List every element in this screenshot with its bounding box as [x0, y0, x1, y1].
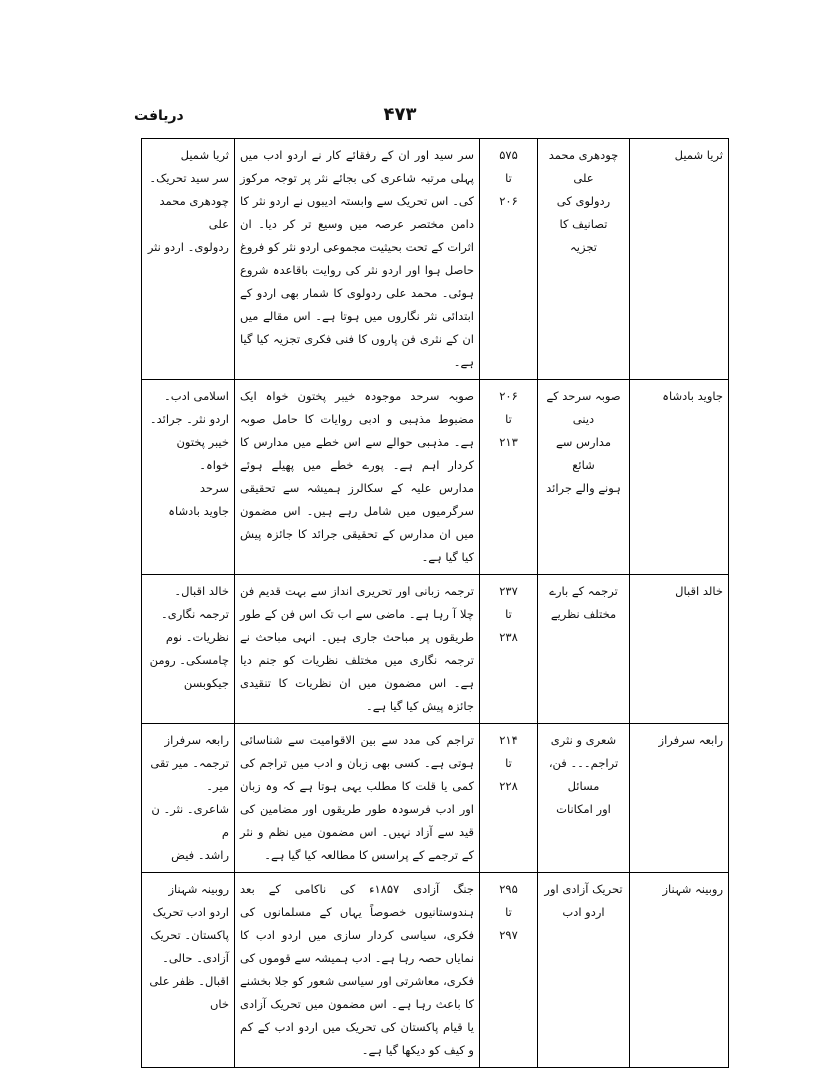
keywords-cell — [142, 380, 235, 575]
keywords-cell — [142, 139, 235, 380]
title-cell — [538, 873, 630, 1068]
keyword-line: اردو نثر۔ جرائد۔ — [149, 412, 229, 426]
page-range-line: ۲۱۴ — [499, 733, 518, 747]
title-cell — [538, 380, 630, 575]
summary-cell: صوبہ سرحد موجودہ خیبر پختون خواہ ایک مضبوط مذہبی و ادبی روایات کا حامل صوبہ ہے۔ مذہبی حوالے سے اس خطے میں مدارس کا کردار اہم ہے۔ پورے خطے میں پھیلے ہوئے مدارس علیہ کے سکالرز ہمیشہ سے تحقیقی سرگرمیوں میں شامل رہے ہیں۔ اس مضمون میں ان مدارس کے تحقیقی جرائد کا جائزہ پیش کیا گیا ہے۔ — [235, 380, 480, 575]
title-line: ترجمہ کے بارے — [549, 584, 618, 598]
title-cell — [538, 724, 630, 873]
title-line: صوبہ سرحد کے دینی — [546, 389, 621, 426]
keyword-line: نظریات۔ نوم — [165, 630, 229, 644]
summary-cell: جنگ آزادی ۱۸۵۷ء کی ناکامی کے بعد ہندوستانیوں خصوصاً یہاں کے مسلمانوں کی فکری، سیاسی کردار سازی میں اردو ادب کا نمایاں حصہ رہا ہے۔ ادب ہمیشہ سے قوموں کی فکری، معاشرتی اور سیاسی شعور کو جلا بخشنے کا باعث رہا ہے۔ اس مضمون میں تحریک آزادی یا قیام پاکستان کی تحریک میں اردو ادب کے کم و کیف کو دیکھا گیا ہے۔ — [235, 873, 480, 1068]
author-cell: روبینہ شہناز — [630, 873, 729, 1068]
title-cell — [538, 575, 630, 724]
keywords-cell — [142, 724, 235, 873]
keyword-line: خالد اقبال۔ — [174, 584, 229, 598]
title-line: شعری و نثری — [550, 733, 617, 747]
page-range-line: ۲۰۶ — [499, 389, 518, 403]
keywords-cell — [142, 873, 235, 1068]
title-line: ردولوی کی تصانیف کا — [556, 194, 611, 231]
keyword-line: اقبال۔ ظفر علی خاں — [149, 974, 229, 1011]
keyword-line: ترجمہ نگاری۔ — [160, 607, 229, 621]
page-range-line: ۲۹۵ — [499, 882, 518, 896]
keyword-line: رابعہ سرفراز — [164, 733, 229, 747]
table-row — [142, 724, 729, 873]
keyword-line: خیبر پختون خواہ۔ — [176, 435, 229, 472]
keyword-line: ثریا شمیل — [180, 148, 229, 162]
keyword-line: آزادی۔ حالی۔ — [162, 951, 229, 965]
title-line: مدارس سے شائع — [555, 435, 611, 472]
keywords-cell — [142, 575, 235, 724]
page-range-line: تا — [505, 756, 512, 770]
keyword-line: جیکوبسن — [183, 676, 229, 690]
title-line: مختلف نظریے — [550, 607, 617, 621]
page-range-line: تا — [505, 171, 512, 185]
keyword-line: ردولوی۔ اردو نثر — [147, 240, 229, 254]
table-row — [142, 380, 729, 575]
table-row — [142, 873, 729, 1068]
index-table — [141, 138, 729, 1068]
keyword-line: سرحد — [199, 481, 229, 495]
summary-cell: سر سید اور ان کے رفقائے کار نے اردو ادب میں پہلی مرتبہ شاعری کی بجائے نثر پر توجہ مرکوز کی۔ اس تحریک سے وابستہ ادیبوں نے اردو نثر کا دامن مختصر عرصہ میں وسیع تر کر دیا۔ ان اثرات کے تحت بحیثیت مجموعی اردو نثر کو فروغ حاصل ہوا اور اردو نثر کی روایت باقاعدہ شروع ہوئی۔ محمد علی ردولوی کا شمار بھی اردو کے ابتدائی نثر نگاروں میں ہوتا ہے۔ اس مقالے میں ان کے نثری فن پاروں کا فنی فکری تجزیہ کیا گیا ہے۔ — [235, 139, 480, 380]
title-cell — [538, 139, 630, 380]
title-line: تراجم۔۔۔ فن، مسائل — [548, 756, 619, 793]
page-range-line: ۲۰۶ — [499, 194, 518, 208]
author-cell: رابعہ سرفراز — [630, 724, 729, 873]
keyword-line: روبینہ شہناز — [168, 882, 229, 896]
keyword-line: چودھری محمد علی — [159, 194, 229, 231]
keyword-line: ترجمہ۔ میر تقی میر۔ — [150, 756, 229, 793]
page-range-line: ۲۲۸ — [499, 779, 518, 793]
page-range-line: تا — [505, 412, 512, 426]
page-number: ۴۷۳ — [383, 104, 417, 125]
title-line: چودھری محمد علی — [548, 148, 619, 185]
pages-cell — [480, 724, 538, 873]
page-range-line: ۲۳۸ — [499, 630, 518, 644]
keyword-line: پاکستان۔ تحریک — [150, 928, 229, 942]
page-range-line: ۲۹۷ — [499, 928, 518, 942]
journal-title: دریافت — [134, 108, 184, 124]
keyword-line: چامسکی۔ رومن — [149, 653, 229, 667]
keyword-line: سر سید تحریک۔ — [149, 171, 229, 185]
author-cell: ثریا شمیل — [630, 139, 729, 380]
summary-cell: ترجمہ زبانی اور تحریری انداز سے بہت قدیم فن چلا آ رہا ہے۔ ماضی سے اب تک اس فن کے طور طریقوں پر مباحث جاری ہیں۔ انہی مباحث نے ترجمہ نگاری میں مختلف نظریات کو جنم دیا ہے۔ اس مضمون میں ان نظریات کا تنقیدی جائزہ پیش کیا گیا ہے۔ — [235, 575, 480, 724]
pages-cell — [480, 575, 538, 724]
keyword-line: جاوید بادشاہ — [168, 504, 229, 518]
author-cell: جاوید بادشاہ — [630, 380, 729, 575]
pages-cell — [480, 380, 538, 575]
title-line: اردو ادب — [562, 905, 605, 919]
page-range-line: ۵۷۵ — [499, 148, 518, 162]
title-line: اور امکانات — [556, 802, 611, 816]
pages-cell — [480, 873, 538, 1068]
keyword-line: شاعری۔ نثر۔ ن م — [151, 802, 229, 839]
page-range-line: تا — [505, 607, 512, 621]
title-line: ہونے والے جرائد — [546, 481, 621, 495]
keyword-line: اردو ادب تحریک — [152, 905, 229, 919]
index-table-body — [142, 139, 729, 1068]
pages-cell — [480, 139, 538, 380]
title-line: تحریک آزادی اور — [544, 882, 623, 896]
keyword-line: راشد۔ فیض — [171, 848, 229, 862]
table-row — [142, 139, 729, 380]
author-cell: خالد اقبال — [630, 575, 729, 724]
page-range-line: ۲۱۳ — [499, 435, 518, 449]
page-range-line: ۲۳۷ — [499, 584, 518, 598]
table-row — [142, 575, 729, 724]
page-range-line: تا — [505, 905, 512, 919]
summary-cell: تراجم کی مدد سے بین الاقوامیت سے شناسائی ہوتی ہے۔ کسی بھی زبان و ادب میں تراجم کی کمی یا قلت کا مطلب یہی ہوتا ہے کہ وہ زبان اور ادب فرسودہ طور طریقوں اور مضامین کی قید سے آزاد نہیں۔ اس مضمون میں نظم و نثر کے ترجمے کے پراسس کا مطالعہ کیا گیا ہے۔ — [235, 724, 480, 873]
title-line: تجزیہ — [570, 240, 597, 254]
keyword-line: اسلامی ادب۔ — [164, 389, 229, 403]
